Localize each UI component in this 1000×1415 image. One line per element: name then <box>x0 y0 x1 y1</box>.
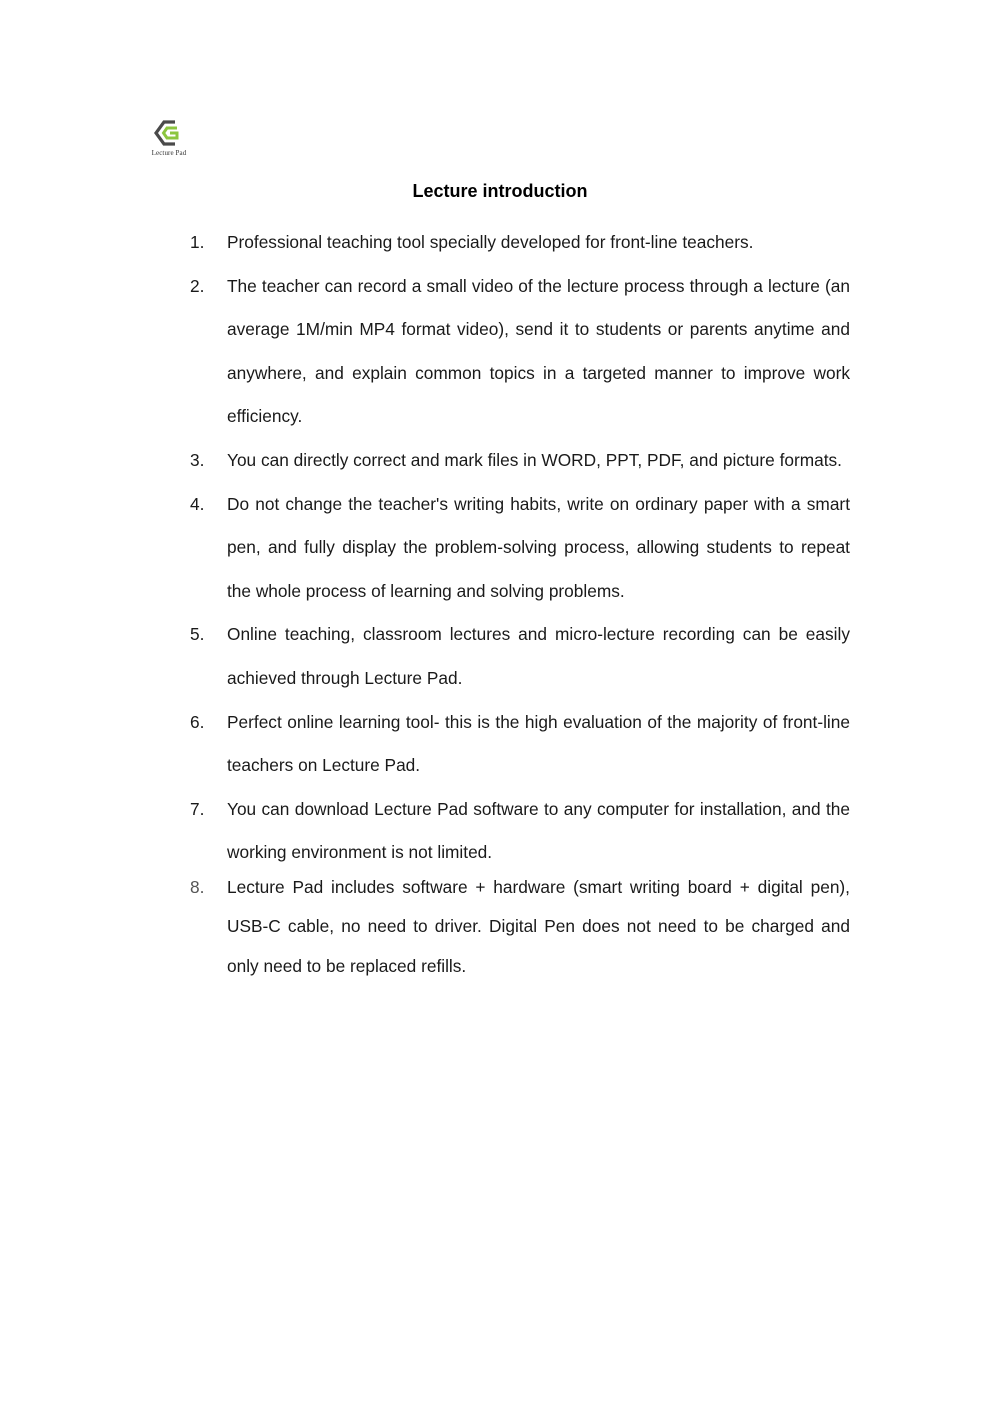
list-item <box>190 868 850 987</box>
list-item-number: 4. <box>190 493 205 514</box>
list-item-text: Do not change the teacher's writing habits, write on ordinary paper with a smart pen, and fully display the problem-solving process, allowing students to repeat the whole process of learning and solving problems. <box>227 493 850 601</box>
list-item <box>190 788 850 875</box>
logo-text: Lecture Pad <box>151 149 187 157</box>
list-item <box>190 701 850 788</box>
list-item-number: 5. <box>190 624 205 645</box>
list-item-number: 7. <box>190 798 205 819</box>
list-item <box>190 221 850 265</box>
document-title: Lecture introduction <box>412 181 588 201</box>
list-item <box>190 265 850 439</box>
list-item-text: Professional teaching tool specially developed for front-line teachers. <box>227 232 754 252</box>
list-item-number: 1. <box>190 232 205 252</box>
list-item-text: You can directly correct and mark files in WORD, PPT, PDF, and picture formats. <box>227 449 842 470</box>
lecture-pad-logo <box>146 118 192 160</box>
list-item-number: 6. <box>190 711 205 732</box>
list-item-text: You can download Lecture Pad software to any computer for installation, and the working environment is not limited. <box>227 798 850 863</box>
list-item-number: 2. <box>190 275 205 296</box>
list-item-number: 8. <box>190 876 205 897</box>
lecture-pad-logo-icon <box>153 118 183 148</box>
list-item <box>190 439 850 483</box>
list-item-number: 3. <box>190 449 205 470</box>
list-item-text: Perfect online learning tool- this is the high evaluation of the majority of front-line teachers on Lecture Pad. <box>227 711 850 776</box>
list-item-text: Lecture Pad includes software + hardware (smart writing board + digital pen), USB-C cable, no need to driver. Digital Pen does not need to be charged and only need to be replaced refills. <box>227 876 850 976</box>
list-item <box>190 483 850 614</box>
feature-list <box>190 221 850 986</box>
list-item-text: Online teaching, classroom lectures and micro-lecture recording can be easily achieved through Lecture Pad. <box>227 624 850 688</box>
list-item-text: The teacher can record a small video of the lecture process through a lecture (an average 1M/min MP4 format video), send it to students or parents anytime and anywhere, and explain common topics in a targeted manner to improve work efficiency. <box>227 275 850 427</box>
list-item <box>190 613 850 700</box>
